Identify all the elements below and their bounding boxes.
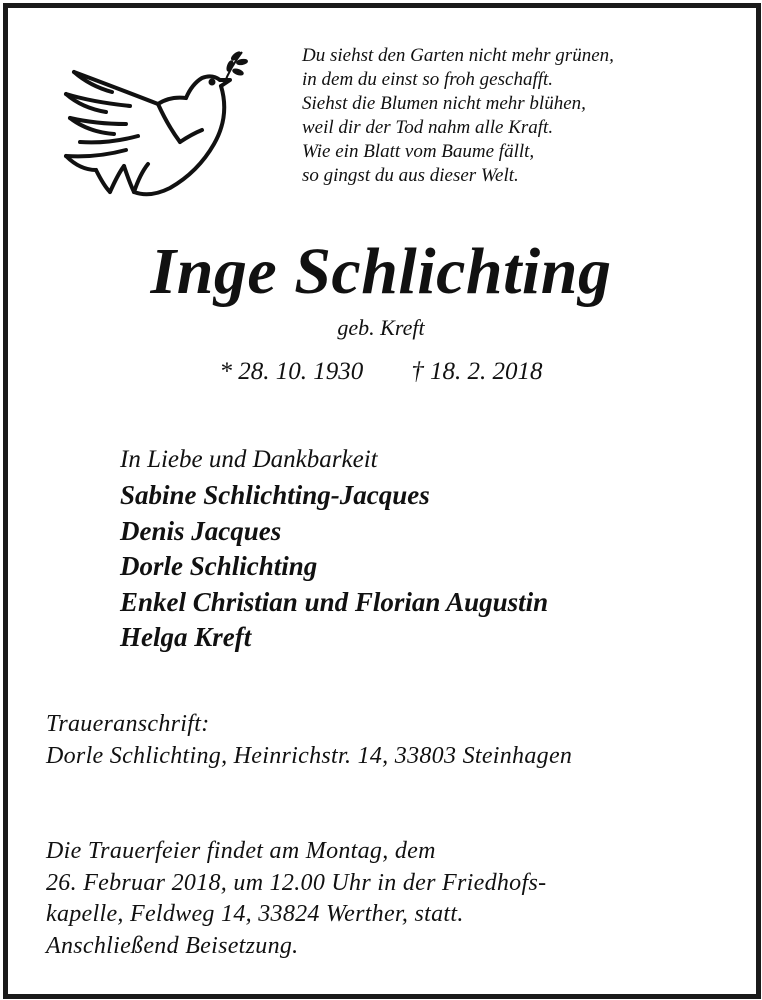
- mourners-intro: In Liebe und Dankbarkeit: [120, 446, 378, 473]
- funeral-line: 26. Februar 2018, um 12.00 Uhr in der Friedhofs-: [46, 869, 547, 896]
- mourner-name: Dorle Schlichting: [120, 551, 318, 581]
- funeral-line: Anschließend Beisetzung.: [46, 932, 299, 959]
- birth-date: * 28. 10. 1930: [219, 358, 364, 385]
- poem-line: weil dir der Tod nahm alle Kraft.: [302, 117, 554, 138]
- address-label: Traueranschrift:: [46, 711, 210, 737]
- death-date: † 18. 2. 2018: [411, 358, 543, 385]
- deceased-name: Inge Schlichting: [150, 235, 612, 308]
- funeral-line: Die Trauerfeier findet am Montag, dem: [46, 838, 436, 864]
- maiden-name: geb. Kreft: [337, 315, 425, 340]
- condolence-address: [46, 708, 736, 772]
- mourner-name: Helga Kreft: [120, 622, 252, 652]
- dove-with-olive-branch-icon: [52, 46, 252, 206]
- mourners-block: [120, 444, 740, 656]
- poem-line: Siehst die Blumen nicht mehr blühen,: [302, 93, 586, 114]
- poem-line: Du siehst den Garten nicht mehr grünen,: [302, 45, 614, 66]
- poem-line: in dem du einst so froh geschafft.: [302, 69, 554, 90]
- poem-line: Wie ein Blatt vom Baume fällt,: [302, 141, 535, 162]
- mourner-name: Sabine Schlichting-Jacques: [120, 480, 430, 510]
- address-value: Dorle Schlichting, Heinrichstr. 14, 33803 Steinhagen: [46, 743, 573, 769]
- funeral-notice: [46, 836, 736, 962]
- mourner-name: Enkel Christian und Florian Augustin: [120, 586, 549, 617]
- life-dates: [0, 356, 762, 388]
- funeral-line: kapelle, Feldweg 14, 33824 Werther, statt.: [46, 901, 464, 927]
- mourner-name: Denis Jacques: [120, 515, 282, 546]
- memorial-poem: [302, 44, 742, 188]
- poem-line: so gingst du aus dieser Welt.: [302, 165, 519, 186]
